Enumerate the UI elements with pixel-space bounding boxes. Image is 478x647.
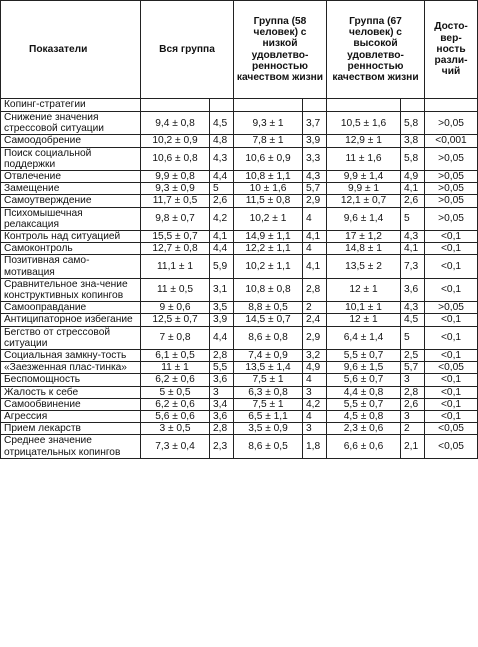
indicator-name-cell: Жалость к себе	[1, 386, 141, 398]
whole-n-cell: 2,8	[210, 423, 234, 435]
high-n-cell: 4,1	[401, 183, 425, 195]
whole-n-cell: 2,3	[210, 435, 234, 458]
high-mean-cell: 17 ± 1,2	[327, 231, 401, 243]
table-row	[1, 350, 478, 362]
empty-cell	[234, 99, 303, 112]
indicator-name-cell: Позитивная само-мотивация	[1, 255, 141, 278]
whole-n-cell: 4,4	[210, 243, 234, 255]
high-n-cell: 5	[401, 326, 425, 349]
indicator-name-cell: Бегство от стрессовой ситуации	[1, 326, 141, 349]
significance-cell: >0,05	[425, 302, 478, 314]
significance-cell: <0,05	[425, 423, 478, 435]
high-n-cell: 7,3	[401, 255, 425, 278]
high-mean-cell: 4,4 ± 0,8	[327, 386, 401, 398]
whole-n-cell: 4,3	[210, 147, 234, 170]
low-mean-cell: 14,5 ± 0,7	[234, 314, 303, 326]
significance-cell: <0,1	[425, 231, 478, 243]
indicator-name-cell: Агрессия	[1, 411, 141, 423]
low-mean-cell: 9,3 ± 1	[234, 112, 303, 135]
high-mean-cell: 4,5 ± 0,8	[327, 411, 401, 423]
high-mean-cell: 2,3 ± 0,6	[327, 423, 401, 435]
indicator-name-cell: Снижение значения стрессовой ситуации	[1, 112, 141, 135]
high-mean-cell: 11 ± 1,6	[327, 147, 401, 170]
empty-cell	[401, 99, 425, 112]
whole-mean-cell: 10,2 ± 0,9	[141, 135, 210, 147]
high-n-cell: 3,6	[401, 278, 425, 301]
table-row	[1, 386, 478, 398]
whole-mean-cell: 12,5 ± 0,7	[141, 314, 210, 326]
indicator-name-cell: Самоконтроль	[1, 243, 141, 255]
table-row	[1, 231, 478, 243]
table-row	[1, 374, 478, 386]
whole-mean-cell: 7,3 ± 0,4	[141, 435, 210, 458]
indicator-name-cell: Самоутверждение	[1, 195, 141, 207]
low-n-cell: 4	[303, 411, 327, 423]
empty-cell	[327, 99, 401, 112]
indicator-name-cell: Психомышечная релаксация	[1, 207, 141, 230]
table-row	[1, 302, 478, 314]
table-row	[1, 362, 478, 374]
whole-n-cell: 4,1	[210, 231, 234, 243]
significance-cell: <0,1	[425, 374, 478, 386]
high-mean-cell: 5,5 ± 0,7	[327, 350, 401, 362]
table-row	[1, 255, 478, 278]
significance-cell: <0,05	[425, 362, 478, 374]
high-mean-cell: 5,6 ± 0,7	[327, 374, 401, 386]
high-n-cell: 4,9	[401, 171, 425, 183]
indicator-name-cell: Поиск социальной поддержки	[1, 147, 141, 170]
high-n-cell: 3	[401, 374, 425, 386]
high-mean-cell: 9,9 ± 1,4	[327, 171, 401, 183]
indicator-name-cell: Среднее значение отрицательных копингов	[1, 435, 141, 458]
header-row	[1, 1, 478, 99]
indicator-name-cell: Социальная замкну-тость	[1, 350, 141, 362]
low-mean-cell: 6,3 ± 0,8	[234, 386, 303, 398]
low-mean-cell: 7,8 ± 1	[234, 135, 303, 147]
low-mean-cell: 7,4 ± 0,9	[234, 350, 303, 362]
high-n-cell: 2,6	[401, 195, 425, 207]
indicator-name-cell: Самооправдание	[1, 302, 141, 314]
low-n-cell: 3	[303, 423, 327, 435]
low-n-cell: 1,8	[303, 435, 327, 458]
indicator-name-cell: «Заезженная плас-тинка»	[1, 362, 141, 374]
low-mean-cell: 10,8 ± 1,1	[234, 171, 303, 183]
whole-n-cell: 4,4	[210, 326, 234, 349]
significance-cell: >0,05	[425, 171, 478, 183]
table-row	[1, 314, 478, 326]
low-mean-cell: 10 ± 1,6	[234, 183, 303, 195]
high-mean-cell: 6,6 ± 0,6	[327, 435, 401, 458]
low-mean-cell: 10,8 ± 0,8	[234, 278, 303, 301]
significance-cell: >0,05	[425, 112, 478, 135]
low-n-cell: 5,7	[303, 183, 327, 195]
whole-mean-cell: 6,2 ± 0,6	[141, 398, 210, 410]
whole-n-cell: 5,5	[210, 362, 234, 374]
table-body	[1, 99, 478, 459]
whole-mean-cell: 11 ± 0,5	[141, 278, 210, 301]
high-n-cell: 2,1	[401, 435, 425, 458]
indicator-name-cell: Сравнительное зна-чение конструктивных копингов	[1, 278, 141, 301]
whole-n-cell: 3	[210, 386, 234, 398]
table-row	[1, 435, 478, 458]
whole-mean-cell: 9,3 ± 0,9	[141, 183, 210, 195]
indicator-name-cell: Прием лекарств	[1, 423, 141, 435]
low-mean-cell: 11,5 ± 0,8	[234, 195, 303, 207]
whole-mean-cell: 10,6 ± 0,8	[141, 147, 210, 170]
whole-mean-cell: 5 ± 0,5	[141, 386, 210, 398]
whole-mean-cell: 9,9 ± 0,8	[141, 171, 210, 183]
indicator-name-cell: Контроль над ситуацией	[1, 231, 141, 243]
significance-cell: <0,1	[425, 386, 478, 398]
low-n-cell: 4,3	[303, 171, 327, 183]
low-n-cell: 3	[303, 386, 327, 398]
whole-n-cell: 4,2	[210, 207, 234, 230]
whole-mean-cell: 15,5 ± 0,7	[141, 231, 210, 243]
indicator-name-cell: Самообвинение	[1, 398, 141, 410]
significance-cell: <0,001	[425, 135, 478, 147]
low-mean-cell: 7,5 ± 1	[234, 398, 303, 410]
significance-cell: <0,1	[425, 411, 478, 423]
header-low-satisfaction: Группа (58 человек) с низкой удовлетво-ренностью качеством жизни	[234, 1, 327, 99]
table-row	[1, 278, 478, 301]
high-mean-cell: 5,5 ± 0,7	[327, 398, 401, 410]
high-mean-cell: 12,9 ± 1	[327, 135, 401, 147]
significance-cell: <0,1	[425, 255, 478, 278]
whole-n-cell: 4,5	[210, 112, 234, 135]
low-n-cell: 2	[303, 302, 327, 314]
whole-mean-cell: 9,8 ± 0,7	[141, 207, 210, 230]
significance-cell: >0,05	[425, 195, 478, 207]
high-mean-cell: 12 ± 1	[327, 278, 401, 301]
low-n-cell: 4,9	[303, 362, 327, 374]
whole-n-cell: 4,8	[210, 135, 234, 147]
table-row	[1, 423, 478, 435]
whole-n-cell: 3,6	[210, 411, 234, 423]
whole-mean-cell: 7 ± 0,8	[141, 326, 210, 349]
low-n-cell: 3,2	[303, 350, 327, 362]
table-row	[1, 135, 478, 147]
low-mean-cell: 6,5 ± 1,1	[234, 411, 303, 423]
whole-mean-cell: 11,7 ± 0,5	[141, 195, 210, 207]
significance-cell: >0,05	[425, 183, 478, 195]
low-n-cell: 2,8	[303, 278, 327, 301]
low-mean-cell: 10,2 ± 1	[234, 207, 303, 230]
significance-cell: <0,1	[425, 243, 478, 255]
whole-n-cell: 2,8	[210, 350, 234, 362]
low-n-cell: 4	[303, 374, 327, 386]
low-n-cell: 2,9	[303, 195, 327, 207]
high-mean-cell: 13,5 ± 2	[327, 255, 401, 278]
table-row	[1, 411, 478, 423]
whole-n-cell: 3,9	[210, 314, 234, 326]
low-n-cell: 4,1	[303, 255, 327, 278]
whole-n-cell: 5	[210, 183, 234, 195]
significance-cell: >0,05	[425, 207, 478, 230]
indicator-name-cell: Замещение	[1, 183, 141, 195]
low-mean-cell: 10,6 ± 0,9	[234, 147, 303, 170]
whole-mean-cell: 5,6 ± 0,6	[141, 411, 210, 423]
low-mean-cell: 12,2 ± 1,1	[234, 243, 303, 255]
high-n-cell: 4,3	[401, 302, 425, 314]
low-n-cell: 4,1	[303, 231, 327, 243]
high-n-cell: 3,8	[401, 135, 425, 147]
high-n-cell: 3	[401, 411, 425, 423]
indicator-name-cell: Самоодобрение	[1, 135, 141, 147]
low-n-cell: 4	[303, 207, 327, 230]
high-mean-cell: 6,4 ± 1,4	[327, 326, 401, 349]
indicator-name-cell: Отвлечение	[1, 171, 141, 183]
whole-n-cell: 5,9	[210, 255, 234, 278]
high-n-cell: 2,5	[401, 350, 425, 362]
high-n-cell: 2,6	[401, 398, 425, 410]
high-mean-cell: 10,1 ± 1	[327, 302, 401, 314]
whole-mean-cell: 12,7 ± 0,8	[141, 243, 210, 255]
whole-mean-cell: 6,2 ± 0,6	[141, 374, 210, 386]
high-n-cell: 4,1	[401, 243, 425, 255]
low-mean-cell: 3,5 ± 0,9	[234, 423, 303, 435]
section-title: Копинг-стратегии	[1, 99, 141, 112]
high-mean-cell: 12,1 ± 0,7	[327, 195, 401, 207]
low-n-cell: 3,7	[303, 112, 327, 135]
section-row	[1, 99, 478, 112]
table-row	[1, 326, 478, 349]
high-mean-cell: 10,5 ± 1,6	[327, 112, 401, 135]
low-mean-cell: 14,9 ± 1,1	[234, 231, 303, 243]
significance-cell: <0,1	[425, 326, 478, 349]
whole-n-cell: 3,5	[210, 302, 234, 314]
low-n-cell: 4,2	[303, 398, 327, 410]
whole-n-cell: 4,4	[210, 171, 234, 183]
high-mean-cell: 9,6 ± 1,4	[327, 207, 401, 230]
header-whole-group: Вся группа	[141, 1, 234, 99]
low-mean-cell: 13,5 ± 1,4	[234, 362, 303, 374]
low-mean-cell: 8,6 ± 0,8	[234, 326, 303, 349]
high-n-cell: 2	[401, 423, 425, 435]
low-n-cell: 4	[303, 243, 327, 255]
table-row	[1, 195, 478, 207]
empty-cell	[425, 99, 478, 112]
low-n-cell: 2,9	[303, 326, 327, 349]
whole-n-cell: 2,6	[210, 195, 234, 207]
significance-cell: >0,05	[425, 147, 478, 170]
high-mean-cell: 14,8 ± 1	[327, 243, 401, 255]
low-mean-cell: 8,6 ± 0,5	[234, 435, 303, 458]
header-indicator: Показатели	[1, 1, 141, 99]
whole-mean-cell: 9,4 ± 0,8	[141, 112, 210, 135]
table-row	[1, 112, 478, 135]
low-mean-cell: 7,5 ± 1	[234, 374, 303, 386]
table-row	[1, 207, 478, 230]
table-row	[1, 243, 478, 255]
low-mean-cell: 8,8 ± 0,5	[234, 302, 303, 314]
table-row	[1, 147, 478, 170]
high-n-cell: 5,7	[401, 362, 425, 374]
significance-cell: <0,1	[425, 398, 478, 410]
high-mean-cell: 9,6 ± 1,5	[327, 362, 401, 374]
header-significance: Досто-вер-ность разли-чий	[425, 1, 478, 99]
significance-cell: <0,1	[425, 350, 478, 362]
whole-mean-cell: 11 ± 1	[141, 362, 210, 374]
significance-cell: <0,05	[425, 435, 478, 458]
low-n-cell: 3,3	[303, 147, 327, 170]
empty-cell	[141, 99, 210, 112]
high-n-cell: 4,5	[401, 314, 425, 326]
whole-mean-cell: 9 ± 0,6	[141, 302, 210, 314]
low-n-cell: 3,9	[303, 135, 327, 147]
high-n-cell: 2,8	[401, 386, 425, 398]
low-n-cell: 2,4	[303, 314, 327, 326]
table-row	[1, 183, 478, 195]
table-row	[1, 398, 478, 410]
high-n-cell: 4,3	[401, 231, 425, 243]
significance-cell: <0,1	[425, 314, 478, 326]
empty-cell	[210, 99, 234, 112]
empty-cell	[303, 99, 327, 112]
high-n-cell: 5	[401, 207, 425, 230]
whole-mean-cell: 3 ± 0,5	[141, 423, 210, 435]
table-row	[1, 171, 478, 183]
high-n-cell: 5,8	[401, 147, 425, 170]
low-mean-cell: 10,2 ± 1,1	[234, 255, 303, 278]
whole-mean-cell: 6,1 ± 0,5	[141, 350, 210, 362]
whole-n-cell: 3,6	[210, 374, 234, 386]
whole-mean-cell: 11,1 ± 1	[141, 255, 210, 278]
significance-cell: <0,1	[425, 278, 478, 301]
indicator-name-cell: Беспомощность	[1, 374, 141, 386]
whole-n-cell: 3,4	[210, 398, 234, 410]
indicator-name-cell: Антиципаторное избегание	[1, 314, 141, 326]
header-high-satisfaction: Группа (67 человек) с высокой удовлетво-ренностью качеством жизни	[327, 1, 425, 99]
high-mean-cell: 9,9 ± 1	[327, 183, 401, 195]
high-n-cell: 5,8	[401, 112, 425, 135]
whole-n-cell: 3,1	[210, 278, 234, 301]
high-mean-cell: 12 ± 1	[327, 314, 401, 326]
